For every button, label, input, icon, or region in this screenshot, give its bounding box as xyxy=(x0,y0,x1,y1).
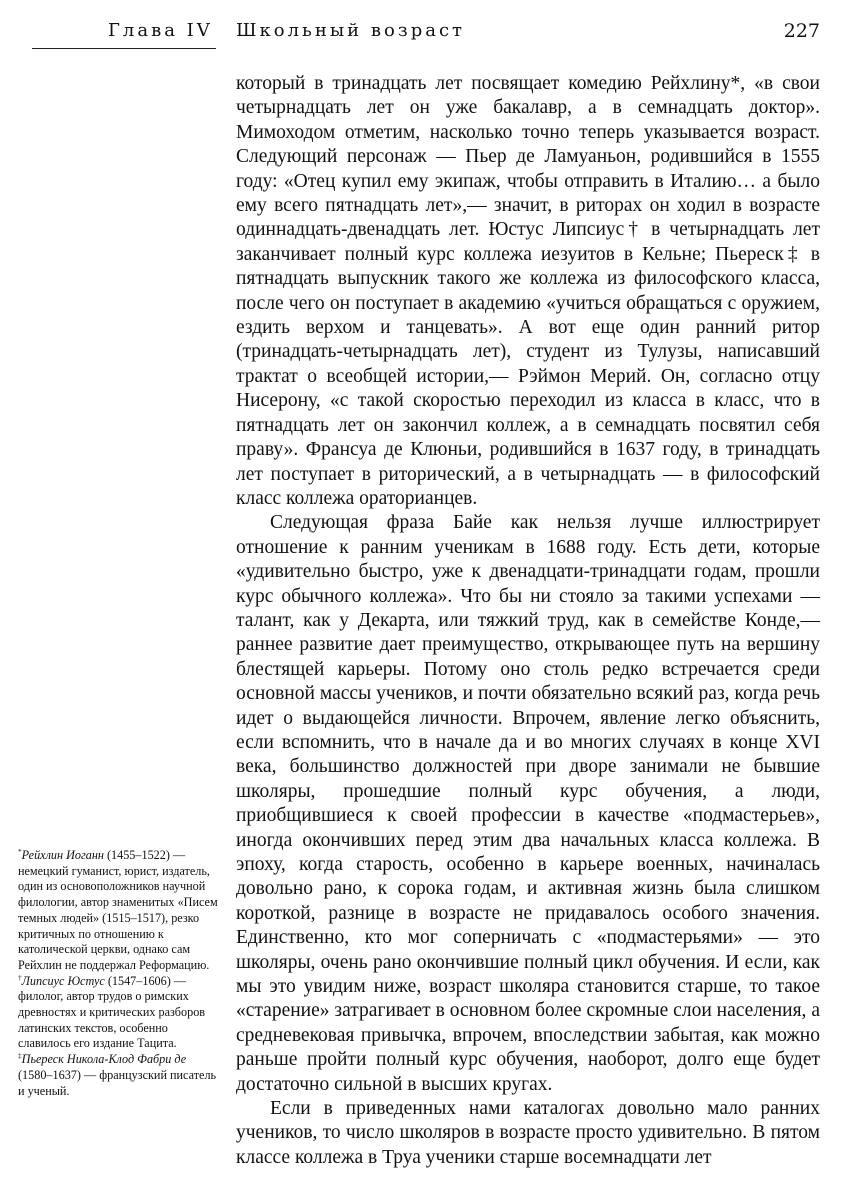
chapter-label: Глава IV xyxy=(108,20,213,41)
footnote-text: (1580–1637) — французский писатель и ученый. xyxy=(18,1067,217,1098)
footnote-mark: ‡ xyxy=(18,1051,22,1061)
header-rule xyxy=(32,48,216,49)
footnote-text: (1547–1606) — филолог, автор трудов о римских древностях и критических разборов латинских текстов, особенно славилось его издание Тацита. xyxy=(18,973,206,1051)
footnote-name: Липсиус Юстус xyxy=(21,973,105,988)
footnotes xyxy=(18,848,218,1099)
footnote-mark: * xyxy=(18,846,22,856)
body-paragraph: Следующая фраза Байе как нельзя лучше иллюстрирует отношение к ранним ученикам в 1688 году. Есть дети, которые «удивительно быстро, уже к двенадцати-тринадцати годам, прошли курс обычного коллежа». Что бы ни стояло за такими успехами — талант, как у Декарта, или тяжкий труд, как в семействе Конде,— раннее развитие дает преимущество, открывающее путь на вершину блестящей карьеры. Потому оно столь редко встречается среди основной массы учеников, и почти обязательно всякий раз, когда речь идет о выдающейся личности. Впрочем, явление легко объяснить, если вспомнить, что в начале да и во многих случаях в конце XVI века, большинство должностей при дворе занимали не бывшие школяры, прошедшие полный курс обучения, а люди, приобщившиеся к своей профессии в качестве «подмастерьев», иногда окончивших перед этим два начальных класса коллежа. В эпоху, когда старость, особенно в карьере военных, начиналась довольно рано, к сорока годам, и активная жизнь была слишком короткой, разнице в возрасте не придавалось особого значения. Единственно, кто мог соперничать с «подмастерьями» — это школяры, очень рано окончившие полный цикл обучения. И если, как мы это увидим ниже, возраст школяра становится старше, то такое «старение» затрагивает в основном более скромные слои населения, а средневековая привычка, впрочем, впоследствии забытая, как можно раньше пройти полный курс обучения, наоборот, долго еще будет достаточно сильной в высших кругах. xyxy=(236,512,820,1095)
body-paragraph: Если в приведенных нами каталогах довольно мало ранних учеников, то число школяров в возрасте просто удивительно. В пятом классе коллежа в Труа ученики старше восемнадцати лет xyxy=(236,1098,820,1168)
footnote-name: Рейхлин Иоганн xyxy=(21,848,104,862)
footnote-name: Пьереск Никола-Клод Фабри де xyxy=(21,1052,187,1067)
footnote xyxy=(18,1052,218,1099)
footnote-text: (1455–1522) — немецкий гуманист, юрист, издатель, один из основоположников научной филологии, автор знаменитых «Писем темных людей» (1515–1517), резко критичных по отношению к католической церкви, однако сам Рейхлин не поддержал Реформацию. xyxy=(18,848,218,972)
footnote xyxy=(18,848,218,974)
running-header xyxy=(0,20,854,50)
running-title: Школьный возраст xyxy=(236,20,465,41)
main-text xyxy=(236,72,820,1170)
footnote-mark: † xyxy=(18,972,22,982)
page-number: 227 xyxy=(783,20,820,42)
body-paragraph: который в тринадцать лет посвящает комедию Рейхлину*, «в свои четырнадцать лет он уже бакалавр, а в семнадцать доктор». Мимоходом отметим, насколько точно теперь указывается возраст. Следующий персонаж — Пьер де Ламуаньон, родившийся в 1555 году: «Отец купил ему экипаж, чтобы отправить в Италию… а было ему всего пятнадцать лет»,— значит, в риторах он ходил в возрасте одиннадцать-двенадцать лет. Юстус Липсиус† в четырнадцать лет заканчивает полный курс коллежа иезуитов в Кельне; Пьереск‡ в пятнадцать выпускник такого же коллежа из философского класса, после чего он поступает в академию «учиться обращаться с оружием, ездить верхом и танцевать». А вот еще один ранний ритор (тринадцать-четырнадцать лет), студент из Тулузы, написавший трактат о всеобщей истории,— Рэймон Мерий. Он, согласно отцу Нисерону, «с такой скоростью переходил из класса в класс, что в пятнадцать лет он закончил коллеж, а в семнадцать посвятил себя праву». Франсуа де Клюньи, родившийся в 1637 году, в тринадцать лет поступает в риторический, а в четырнадцать — в философский класс коллежа ораторианцев. xyxy=(236,73,820,509)
footnote xyxy=(18,974,218,1053)
